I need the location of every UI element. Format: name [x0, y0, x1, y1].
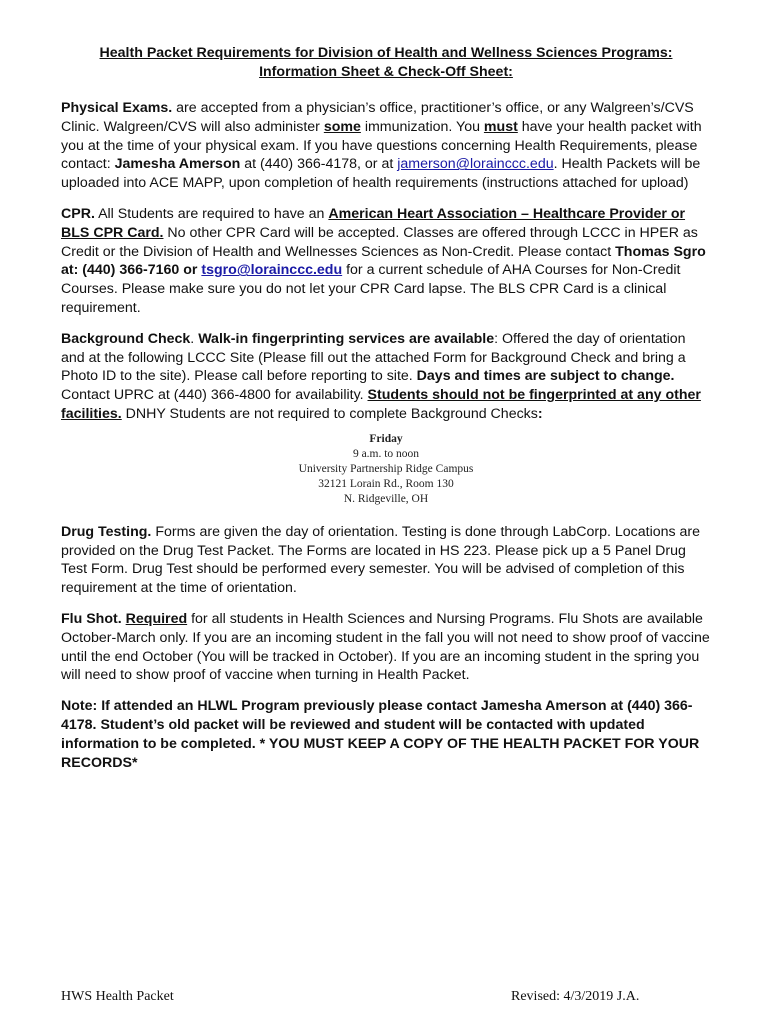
- schedule-campus: University Partnership Ridge Campus: [298, 462, 474, 475]
- title-line-2: Information Sheet & Check-Off Sheet:: [259, 63, 513, 80]
- note-section: Note: If attended an HLWL Program previously please contact Jamesha Amerson at (440) 366-4178. Student’s old packet will be reviewed and student will be contacted with updated information to be completed. * YOU MUST KEEP A COPY OF THE HEALTH PACKET FOR YOUR RECORDS*: [61, 698, 700, 772]
- drug-testing-text: Forms are given the day of orientation. Testing is done through LabCorp. Locations are provided on the Drug Test Packet. The Forms are located in HS 223. Please pick up a 5 Panel Drug Test Form. Drug Test should be performed every semester. You will be advised of completion of this requirement at the time of orientation.: [61, 523, 701, 597]
- flu-required: Required: [125, 610, 188, 627]
- drug-testing-section: [61, 523, 711, 598]
- physical-text-5: . Health Packets will be uploaded into ACE MAPP, upon completion of health requirements (instructions attached for upload): [61, 156, 701, 192]
- fingerprint-warning: Students should not be fingerprinted at any other facilities.: [61, 387, 701, 422]
- physical-exams-section: [61, 99, 711, 193]
- background-text-2: Contact UPRC at (440) 366-4800 for availability.: [61, 387, 368, 404]
- physical-text-1: are accepted from a physician’s office, practitioner’s office, or any Walgreen’s/CVS Clinic. Walgreen/CVS will also administer: [61, 100, 694, 135]
- physical-text-4: at (440) 366-4178, or at: [240, 156, 398, 173]
- schedule-address: 32121 Lorain Rd., Room 130: [318, 477, 454, 490]
- document-body: [61, 44, 711, 785]
- flu-shot-section: [61, 610, 711, 685]
- background-check-section: [61, 330, 711, 424]
- schedule-time: 9 a.m. to noon: [352, 447, 420, 460]
- background-text-0: .: [190, 330, 199, 347]
- tsgro-email-link[interactable]: tsgro@lorainccc.edu: [201, 262, 343, 279]
- days-times-notice: Days and times are subject to change.: [416, 368, 675, 385]
- flu-shot-text: for all students in Health Sciences and Nursing Programs. Flu Shots are available October-March only. If you are an incoming student in the fall you will not need to show proof of vaccine until the end October (You will be tracked in October). If you are an incoming student in the spring you will need to show proof of vaccine when turning in Health Packet.: [61, 610, 710, 684]
- cpr-text-3: for a current schedule of AHA Courses for Non-Credit Courses. Please make sure you do not let your CPR Card lapse. The BLS CPR Card is a clinical requirement.: [61, 262, 681, 316]
- cpr-card-requirement: American Heart Association – Healthcare Provider or BLS CPR Card.: [61, 205, 686, 241]
- cpr-contact: Thomas Sgro at: (440) 366-7160 or: [61, 243, 706, 279]
- background-text-3: DNHY Students are not required to complete Background Checks: [121, 405, 538, 422]
- footer-title: HWS Health Packet: [61, 989, 174, 1004]
- cpr-section: [61, 205, 711, 318]
- physical-exams-heading: Physical Exams.: [61, 100, 173, 116]
- footer-revision: Revised: 4/3/2019 J.A.: [511, 989, 640, 1004]
- background-text-1: : Offered the day of orientation and at the following LCCC Site (Please fill out the attached Form for Background Check and bring a Photo ID to the site). Please call before reporting to site.: [61, 330, 686, 385]
- cpr-heading: CPR.: [61, 205, 95, 222]
- title-line-1: Health Packet Requirements for Division of Health and Wellness Sciences Programs:: [99, 45, 673, 61]
- physical-text-2: immunization. You: [360, 118, 484, 135]
- background-check-heading: Background Check: [61, 330, 191, 347]
- cpr-text-1: All Students are required to have an: [94, 205, 329, 222]
- page-title: [61, 44, 711, 81]
- schedule-city: N. Ridgeville, OH: [343, 492, 429, 505]
- must-emphasis: must: [483, 118, 518, 135]
- physical-text-3: have your health packet with you at the time of your physical exam. If you have questions concerning Health Requirements, please contact:: [61, 118, 702, 173]
- flu-shot-heading: Flu Shot.: [61, 610, 122, 627]
- cpr-text-2: No other CPR Card will be accepted. Classes are offered through LCCC in HPER as Credit or the Division of Health and Wellnesses Sciences as Non-Credit. Please contact: [61, 224, 698, 260]
- schedule-day: Friday: [369, 432, 403, 445]
- some-emphasis: some: [323, 118, 361, 135]
- fingerprinting-schedule: [61, 432, 711, 507]
- walk-in-fingerprinting: Walk-in fingerprinting services are available: [198, 330, 495, 347]
- drug-testing-heading: Drug Testing.: [61, 523, 152, 540]
- contact-name: Jamesha Amerson: [114, 156, 241, 173]
- jamerson-email-link[interactable]: jamerson@lorainccc.edu: [397, 156, 554, 173]
- background-colon: :: [537, 405, 543, 422]
